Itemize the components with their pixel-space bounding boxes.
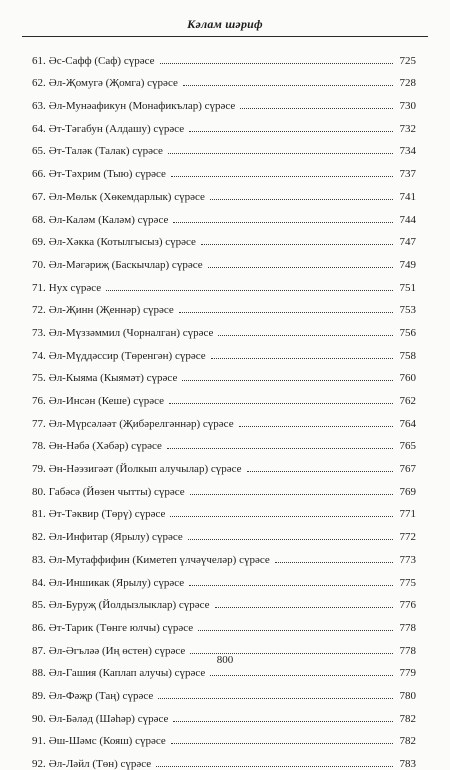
toc-entry [32,679,416,702]
toc-entry-page: 756 [399,326,416,339]
toc-entry [32,475,416,498]
toc-entry-page: 758 [399,349,416,362]
dot-leader [160,62,394,64]
dot-leader [198,629,393,631]
dot-leader [211,357,393,359]
toc-entry-title: Габәсә (Йөзен чытты) сүрәсе [48,485,185,498]
toc-entry [32,543,416,566]
toc-entry [32,112,416,135]
toc-entry-number: 78. [32,440,46,453]
toc-entry-number: 61. [32,54,46,67]
toc-entry-page: 728 [399,77,416,90]
dot-leader [240,107,393,109]
toc-entry [32,725,416,748]
toc-entry-page: 764 [399,417,416,430]
toc-entry-title: Әл-Мутаффифин (Киметеп үлчәүчеләр) сүрәсе [48,553,270,566]
toc-entry-number: 62. [32,77,46,90]
toc-entry [32,430,416,453]
toc-entry-page: 760 [399,372,416,385]
toc-entry-page: 782 [399,712,416,725]
toc-entry-title: Әт-Тәквир (Төрү) сүрәсе [48,508,166,521]
toc-entry [32,702,416,725]
toc-entry [32,157,416,180]
toc-entry [32,294,416,317]
toc-entry-page: 773 [399,553,416,566]
toc-entry-number: 73. [32,326,46,339]
toc-entry-page: 734 [399,145,416,158]
toc-entry-title: Ән-Нәэзигәәт (Йолкып алучылар) сүрәсе [48,463,242,476]
toc-entry-page: 782 [399,735,416,748]
toc-entry-title: Әл-Фәҗр (Таң) сүрәсе [48,689,154,702]
book-title: Кәлам шәриф [187,17,263,31]
toc-entry [32,89,416,112]
dot-leader [189,584,393,586]
dot-leader [183,84,393,86]
dot-leader [239,425,393,427]
toc-entry-number: 67. [32,190,46,203]
toc-entry-title: Ән-Нәбә (Хәбәр) сүрәсе [48,440,162,453]
dot-leader [106,289,393,291]
toc-entry-number: 63. [32,100,46,113]
toc-entry [32,339,416,362]
toc-entry-title: Әл-Җинн (Җеннәр) сүрәсе [48,304,174,317]
toc-entry-title: Әл-Мәгәриҗ (Баскычлар) сүрәсе [48,258,203,271]
dot-leader [173,221,393,223]
dot-leader [171,742,393,744]
toc-entry-number: 76. [32,395,46,407]
toc-entry [32,67,416,90]
toc-entry-number: 64. [32,122,46,135]
dot-leader [173,720,393,722]
toc-entry-page: 744 [399,213,416,226]
dot-leader [170,515,393,517]
toc-entry-page: 765 [399,440,416,453]
toc-entry [32,362,416,385]
toc-entry-page: 769 [399,485,416,498]
toc-entry-page: 749 [399,258,416,271]
toc-entry-number: 71. [32,281,46,294]
toc-entry-title: Әт-Тәгабун (Алдашу) сүрәсе [48,122,185,135]
toc-entry-title: Нух сүрәсе [48,281,102,294]
toc-entry [32,271,416,294]
dot-leader [156,765,393,767]
toc-entry-title: Әл-Каләм (Каләм) сүрәсе [48,213,169,226]
toc-entry [32,44,416,67]
dot-leader [190,493,393,495]
toc-entry-title: Әл-Кыяма (Кыямәт) сүрәсе [48,372,178,385]
toc-entry-number: 75. [32,372,46,385]
toc-entry-number: 80. [32,485,46,498]
toc-entry-page: 747 [399,236,416,249]
dot-leader [158,697,393,699]
toc-entry-number: 74. [32,349,46,362]
toc-entry-page: 741 [399,190,416,203]
toc-entry-title: Әл-Әгъләә (Иң өстен) сүрәсе [48,644,186,657]
toc-entry-number: 87. [32,644,46,657]
toc-entry-page: 730 [399,100,416,113]
toc-entry [32,566,416,589]
toc-entry-number: 72. [32,304,46,317]
toc-entry [32,226,416,249]
toc-entry-page: 780 [399,689,416,702]
toc-entry-title: Әл-Бәләд (Шәһәр) сүрәсе [48,712,169,725]
toc-entry-title: Әт-Тарик (Төнге юлчы) сүрәсе [48,621,194,634]
dot-leader [247,470,393,472]
toc-entry-page: 737 [399,168,416,181]
toc-entry-page: 775 [399,576,416,589]
toc-entry-page: 778 [399,644,416,657]
toc-entry-title: Әл-Буруҗ (Йолдызлыклар) сүрәсе [48,599,210,612]
toc-entry-title: Әл-Мунәафикун (Монафикълар) сүрәсе [48,100,236,113]
toc-entry-page: 771 [399,508,416,521]
toc-entry [32,384,416,407]
toc-entry-page: 776 [399,599,416,612]
toc-entry-title: Әл-Мүззәммил (Чорналган) сүрәсе [48,326,214,339]
dot-leader [215,606,393,608]
toc-entry-number: 82. [32,531,46,544]
toc-entry-number: 84. [32,576,46,589]
page-number: 800 [216,654,234,666]
toc-entry-number: 88. [32,667,46,680]
toc-entry-title: Әл-Мүддәссир (Төренгән) сүрәсе [48,349,206,362]
toc-entry-page: 767 [399,463,416,476]
running-header [22,12,428,37]
dot-leader [188,538,393,540]
toc-entry-title: Әл-Инсән (Кеше) сүрәсе [48,395,164,407]
toc-entry-page: 751 [399,281,416,294]
toc-entry-page: 778 [399,621,416,634]
toc-entry-page: 725 [399,54,416,67]
toc-entry [32,316,416,339]
toc-entry-number: 81. [32,508,46,521]
toc-entry [32,589,416,612]
toc-entry [32,248,416,271]
toc-entry-title: Әл-Мөльк (Хөкемдарлык) сүрәсе [48,190,205,203]
dot-leader [169,402,393,404]
toc-entry [32,747,416,770]
toc-entry-number: 89. [32,689,46,702]
toc-entry-number: 65. [32,145,46,158]
dot-leader [182,379,393,381]
toc-entry-title: Әт-Тәхрим (Тыю) сүрәсе [48,168,166,181]
toc-entry-page: 762 [399,395,416,407]
dot-leader [167,447,393,449]
toc-entry-number: 90. [32,712,46,725]
toc-entry [32,498,416,521]
toc-entry-number: 66. [32,168,46,181]
toc-entry [32,520,416,543]
dot-leader [275,561,393,563]
toc-entry-title: Әл-Иншикак (Ярылу) сүрәсе [48,576,185,589]
toc-entry-title: Әл-Гашия (Каплап алучы) сүрәсе [48,667,206,680]
toc-entry [32,407,416,430]
toc-entry-page: 772 [399,531,416,544]
toc-entry [32,611,416,634]
toc-entry-number: 86. [32,621,46,634]
toc-entry-number: 85. [32,599,46,612]
toc-entry-title: Әл-Мүрсәләәт (Җибәрелгәннәр) сүрәсе [48,417,234,430]
dot-leader [189,130,393,132]
toc-entry [32,135,416,158]
toc-entry-page: 783 [399,758,416,770]
dot-leader [171,175,393,177]
dot-leader [208,266,393,268]
toc-entry [32,203,416,226]
toc-entry-number: 68. [32,213,46,226]
toc-entry [32,452,416,475]
dot-leader [179,311,393,313]
toc-entry-title: Әш-Шәмс (Кояш) сүрәсе [48,735,166,748]
dot-leader [168,152,393,154]
toc-entry-number: 92. [32,758,46,770]
toc-entry-title: Әт-Таләк (Талак) сүрәсе [48,145,163,158]
dot-leader [218,334,393,336]
toc-entry-number: 77. [32,417,46,430]
toc-entry-page: 753 [399,304,416,317]
toc-entry-number: 70. [32,258,46,271]
toc-entry-number: 83. [32,553,46,566]
dot-leader [201,243,393,245]
toc-entry-number: 79. [32,463,46,476]
toc-entry-number: 91. [32,735,46,748]
dot-leader [210,198,393,200]
toc-entry-title: Әл-Ләйл (Төн) сүрәсе [48,758,152,770]
toc-entry-title: Әс-Сафф (Саф) сүрәсе [48,54,155,67]
toc-entry-title: Әл-Инфитар (Ярылу) сүрәсе [48,531,183,544]
toc-entry-page: 779 [399,667,416,680]
toc-entry-title: Әл-Җомугә (Җомга) сүрәсе [48,77,178,90]
toc-entry-number: 69. [32,236,46,249]
toc-entry [32,180,416,203]
toc-entry-title: Әл-Хәкка (Котылгысыз) сүрәсе [48,236,196,249]
toc-entry-page: 732 [399,122,416,135]
